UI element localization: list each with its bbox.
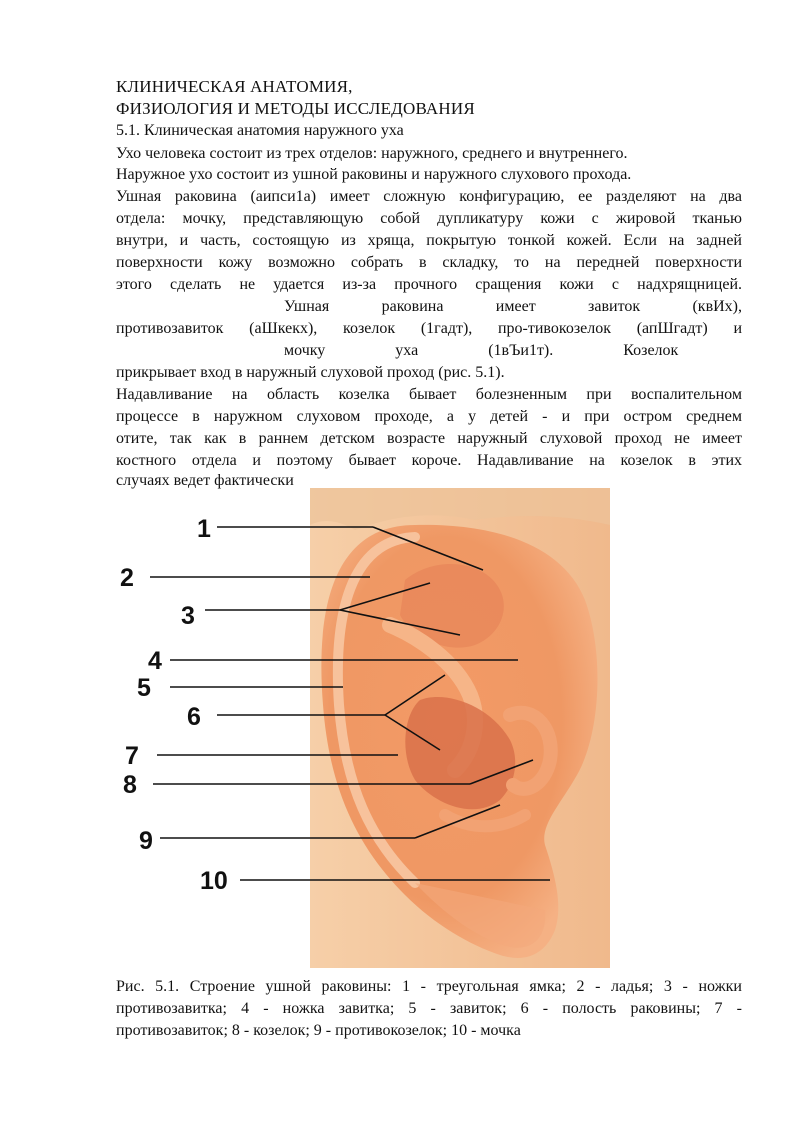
paragraph-line: поверхности кожу возможно собрать в складку, то на передней поверхности: [116, 254, 742, 271]
label-7: 7: [125, 742, 139, 770]
paragraph-line: случаях ведет фактически: [116, 472, 294, 489]
paragraph-line: мочку уха (1вЪи1т). Козелок: [284, 342, 679, 359]
paragraph-line: Ушная раковина имеет завиток (квИх),: [284, 298, 742, 315]
label-6: 6: [187, 703, 201, 731]
chapter-title-line-1: КЛИНИЧЕСКАЯ АНАТОМИЯ,: [116, 77, 353, 96]
paragraph-line: противозавиток (аШкекх), козелок (1гадт), про-тивокозелок (апШгадт) и: [116, 320, 742, 337]
label-8: 8: [123, 771, 137, 799]
paragraph-line: Наружное ухо состоит из ушной раковины и наружного слухового прохода.: [116, 166, 632, 183]
paragraph-line: этого сделать не удается из-за прочного сращения кожи с надхрящницей.: [116, 276, 742, 293]
label-2: 2: [120, 564, 134, 592]
caption-line: Рис. 5.1. Строение ушной раковины: 1 - треугольная ямка; 2 - ладья; 3 - ножки: [116, 978, 742, 995]
paragraph-line: Ухо человека состоит из трех отделов: наружного, среднего и внутреннего.: [116, 145, 628, 162]
section-title: 5.1. Клиническая анатомия наружного уха: [116, 122, 404, 139]
paragraph-line: Надавливание на область козелка бывает болезненным при воспалительном: [116, 386, 742, 403]
label-3: 3: [181, 602, 195, 630]
label-4: 4: [148, 647, 162, 675]
label-9: 9: [139, 827, 153, 855]
label-5: 5: [137, 674, 151, 702]
chapter-title-line-2: ФИЗИОЛОГИЯ И МЕТОДЫ ИССЛЕДОВАНИЯ: [116, 99, 475, 118]
caption-line: противозавитка; 4 - ножка завитка; 5 - завиток; 6 - полость раковины; 7 -: [116, 1000, 742, 1017]
label-10: 10: [200, 867, 228, 895]
ear-anatomy-figure: [115, 485, 615, 970]
paragraph-line: внутри, и часть, состоящую из хряща, покрытую тонкой кожей. Если на задней: [116, 232, 742, 249]
paragraph-line: Ушная раковина (аипси1а) имеет сложную конфигурацию, ее разделяют на два: [116, 188, 742, 205]
label-1: 1: [197, 515, 211, 543]
paragraph-line: прикрывает вход в наружный слуховой проход (рис. 5.1).: [116, 364, 505, 381]
caption-line: противозавиток; 8 - козелок; 9 - противокозелок; 10 - мочка: [116, 1022, 521, 1039]
paragraph-line: процессе в наружном слуховом проходе, а у детей - и при остром среднем: [116, 408, 742, 425]
paragraph-line: отите, так как в раннем детском возрасте наружный слуховой проход не имеет: [116, 430, 742, 447]
paragraph-line: костного отдела и поэтому бывает короче. Надавливание на козелок в этих: [116, 452, 742, 469]
paragraph-line: отдела: мочку, представляющую собой дупликатуру кожи с жировой тканью: [116, 210, 742, 227]
